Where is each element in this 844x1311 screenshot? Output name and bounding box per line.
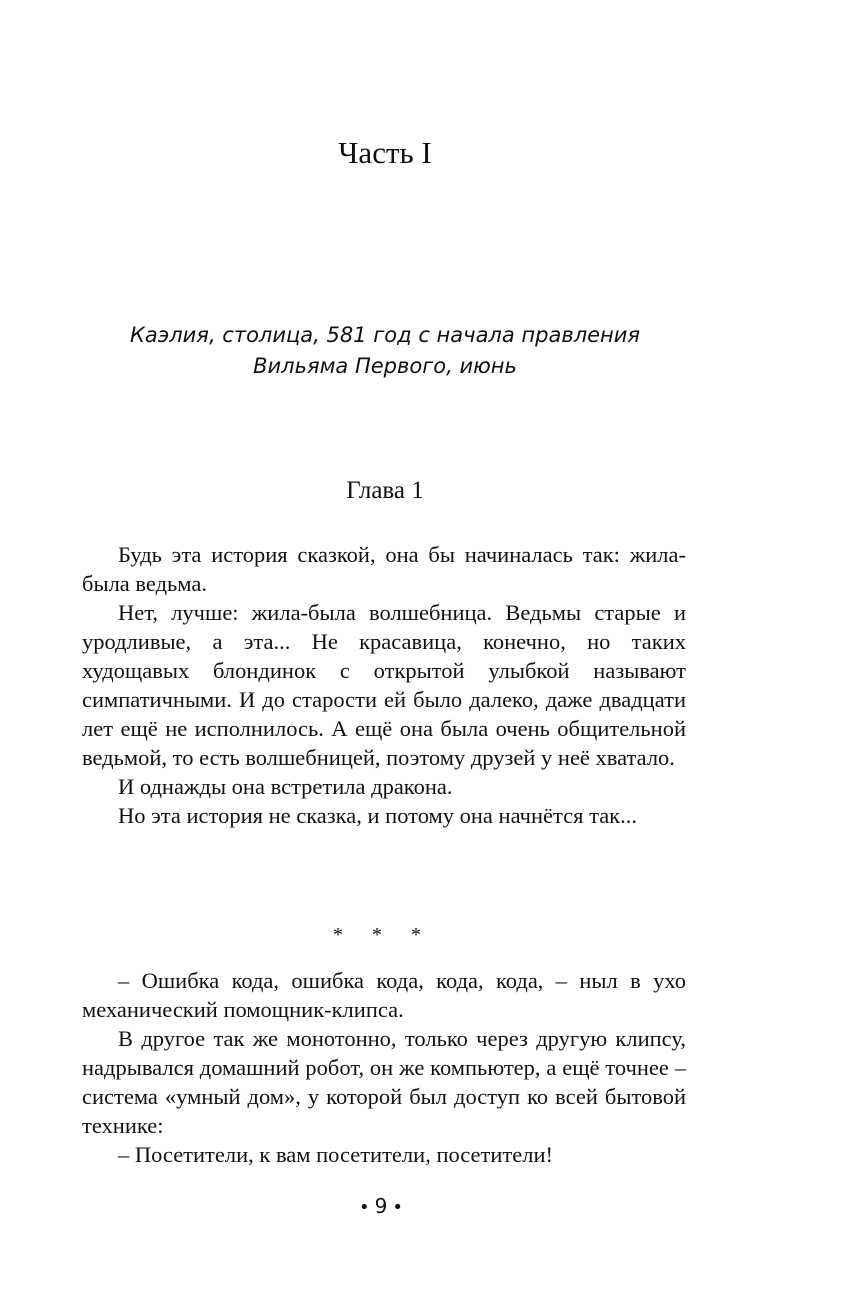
paragraph: Нет, лучше: жила-была волшебница. Ведьмы старые и уродливые, а эта... Не красавица, конечно, но таких худощавых блондинок с открытой улыбкой называют симпатичными. И до старости ей было далеко, даже двадцати лет ещё не исполнилось. А ещё она была очень общительной ведьмой, то есть волшебницей, поэтому друзей у неё хватало.	[82, 600, 686, 770]
setting-line-2: Вильяма Первого, июнь	[253, 354, 517, 378]
chapter-title: Глава 1	[346, 477, 424, 504]
paragraph: – Посетители, к вам посетители, посетители!	[118, 1142, 553, 1167]
part-title: Часть I	[338, 135, 432, 170]
chapter-text-section-2	[82, 966, 686, 1169]
paragraph: Но эта история не сказка, и потому она начнётся так...	[118, 803, 637, 828]
bullet-right-icon: •	[392, 1197, 403, 1218]
chapter-text-section-1	[82, 540, 686, 830]
page-number-footer	[0, 1192, 762, 1222]
page-number: 9	[374, 1194, 388, 1218]
setting-line-1: Каэлия, столица, 581 год с начала правления	[129, 323, 641, 347]
paragraph: – Ошибка кода, ошибка кода, кода, кода, – ныл в ухо механический помощник-клипса.	[82, 968, 686, 1022]
paragraph: И однажды она встретила дракона.	[118, 774, 453, 799]
bullet-left-icon: •	[359, 1197, 370, 1218]
paragraph: В другое так же монотонно, только через другую клипсу, надрывался домашний робот, он же компьютер, а ещё точнее – система «умный дом», у которой был доступ ко всей бытовой технике:	[82, 1026, 686, 1138]
section-separator: * * *	[333, 924, 433, 946]
setting-heading	[0, 320, 770, 382]
paragraph: Будь эта история сказкой, она бы начиналась так: жила-была ведьма.	[82, 542, 686, 596]
